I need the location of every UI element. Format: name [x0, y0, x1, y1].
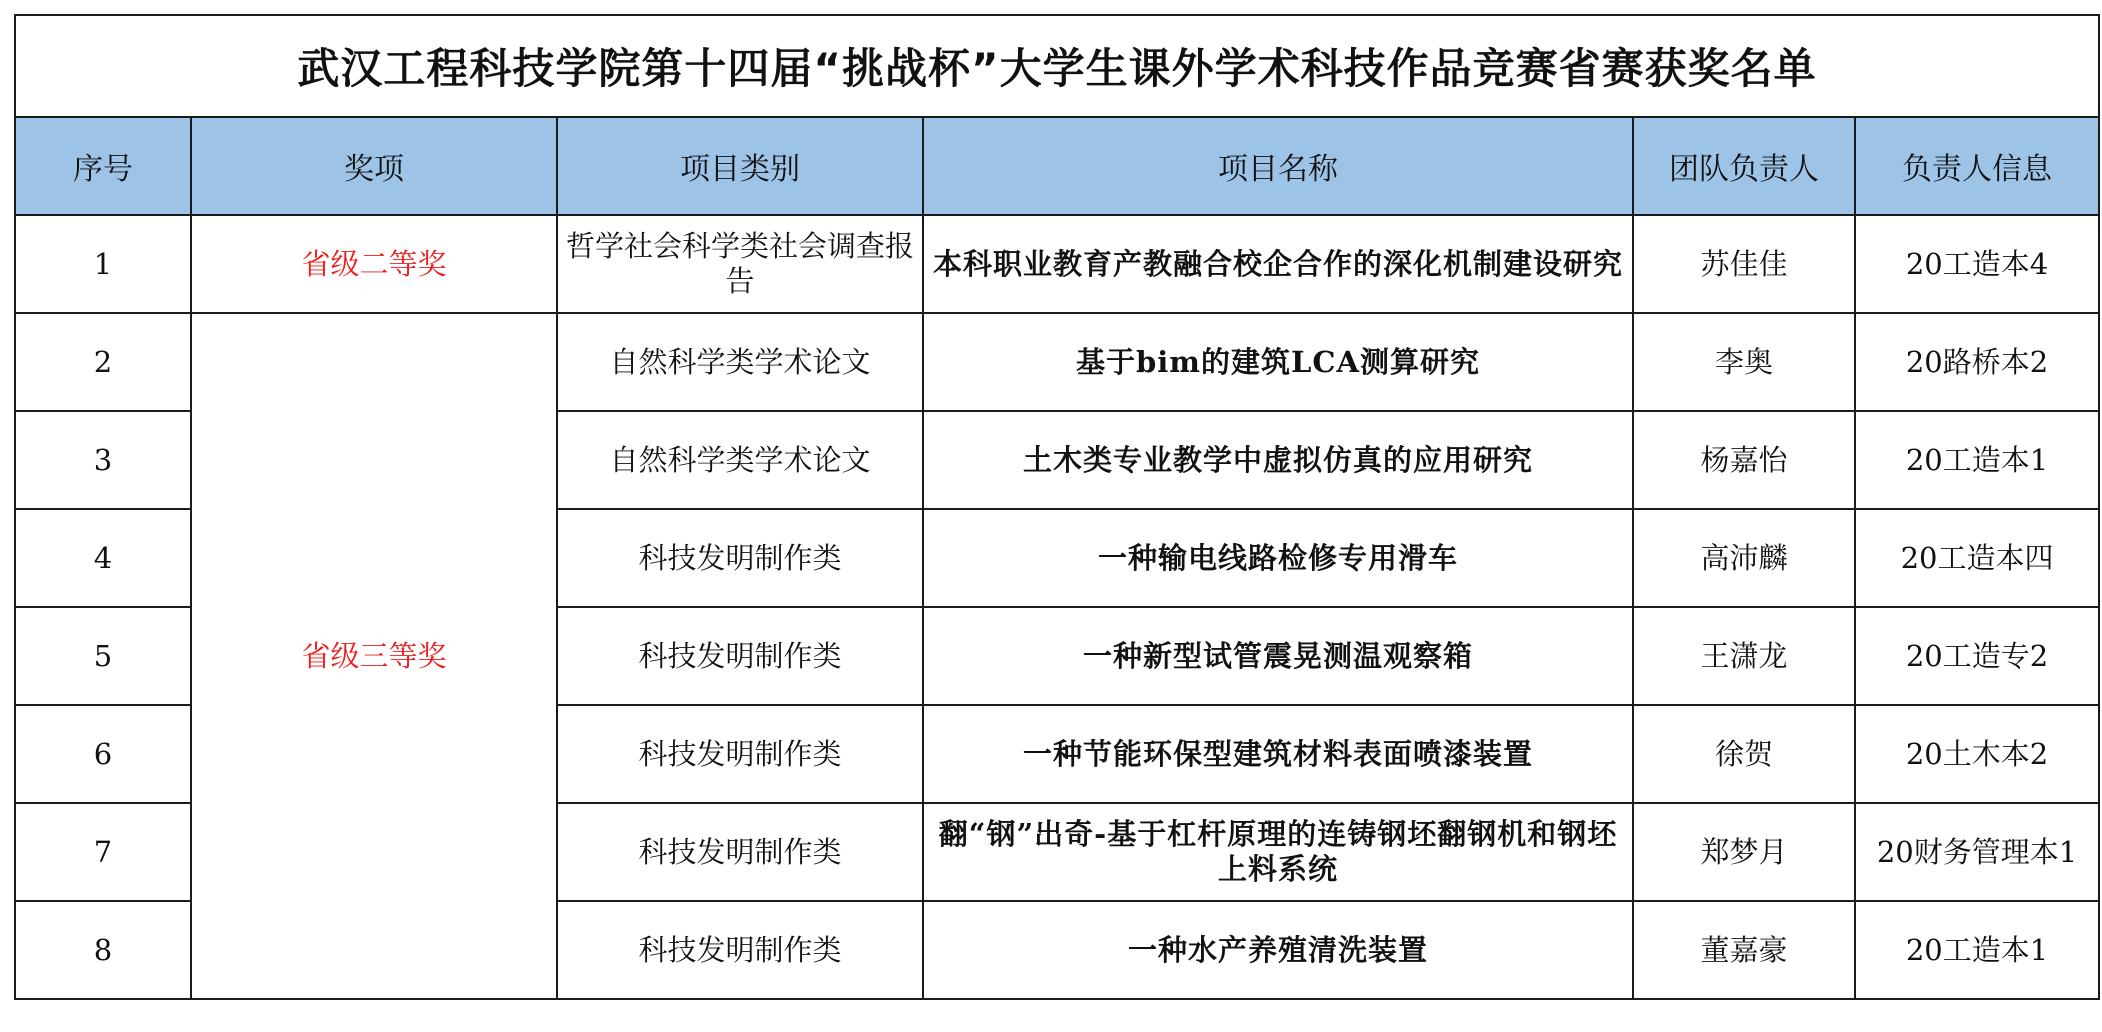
table-row: [15, 313, 2099, 411]
row-category: 科技发明制作类: [557, 901, 923, 999]
row-category: 科技发明制作类: [557, 509, 923, 607]
row-project: 基于bim的建筑LCA测算研究: [923, 313, 1633, 411]
row-category: 科技发明制作类: [557, 803, 923, 901]
row-info: 20工造本四: [1855, 509, 2099, 607]
row-info: 20工造本1: [1855, 901, 2099, 999]
row-index: 1: [15, 215, 191, 313]
row-index: 2: [15, 313, 191, 411]
award-third: 省级三等奖: [191, 313, 557, 999]
row-index: 5: [15, 607, 191, 705]
row-project: 本科职业教育产教融合校企合作的深化机制建设研究: [923, 215, 1633, 313]
row-category: 科技发明制作类: [557, 705, 923, 803]
row-leader: 杨嘉怡: [1633, 411, 1855, 509]
header-project: 项目名称: [923, 117, 1633, 215]
award-second: 省级二等奖: [191, 215, 557, 313]
row-project: 一种输电线路检修专用滑车: [923, 509, 1633, 607]
row-category: 科技发明制作类: [557, 607, 923, 705]
row-info: 20路桥本2: [1855, 313, 2099, 411]
award-list-table: [14, 14, 2100, 1000]
row-project: 翻“钢”出奇-基于杠杆原理的连铸钢坯翻钢机和钢坯上料系统: [923, 803, 1633, 901]
row-info: 20土木本2: [1855, 705, 2099, 803]
row-info: 20工造本4: [1855, 215, 2099, 313]
table-title: 武汉工程科技学院第十四届“挑战杯”大学生课外学术科技作品竞赛省赛获奖名单: [15, 15, 2099, 117]
row-leader: 苏佳佳: [1633, 215, 1855, 313]
header-award: 奖项: [191, 117, 557, 215]
row-info: 20工造本1: [1855, 411, 2099, 509]
row-project: 土木类专业教学中虚拟仿真的应用研究: [923, 411, 1633, 509]
row-project: 一种水产养殖清洗装置: [923, 901, 1633, 999]
row-category: 自然科学类学术论文: [557, 411, 923, 509]
row-info: 20工造专2: [1855, 607, 2099, 705]
header-leader: 团队负责人: [1633, 117, 1855, 215]
row-leader: 郑梦月: [1633, 803, 1855, 901]
row-index: 8: [15, 901, 191, 999]
row-project: 一种新型试管震晃测温观察箱: [923, 607, 1633, 705]
row-leader: 李奥: [1633, 313, 1855, 411]
row-leader: 徐贺: [1633, 705, 1855, 803]
row-project: 一种节能环保型建筑材料表面喷漆装置: [923, 705, 1633, 803]
row-category: 哲学社会科学类社会调查报告: [557, 215, 923, 313]
row-info: 20财务管理本1: [1855, 803, 2099, 901]
header-row: [15, 117, 2099, 215]
header-category: 项目类别: [557, 117, 923, 215]
header-info: 负责人信息: [1855, 117, 2099, 215]
header-index: 序号: [15, 117, 191, 215]
row-leader: 王潇龙: [1633, 607, 1855, 705]
row-leader: 高沛麟: [1633, 509, 1855, 607]
row-index: 4: [15, 509, 191, 607]
row-category: 自然科学类学术论文: [557, 313, 923, 411]
row-index: 6: [15, 705, 191, 803]
row-index: 3: [15, 411, 191, 509]
row-leader: 董嘉豪: [1633, 901, 1855, 999]
table-row: [15, 215, 2099, 313]
row-index: 7: [15, 803, 191, 901]
